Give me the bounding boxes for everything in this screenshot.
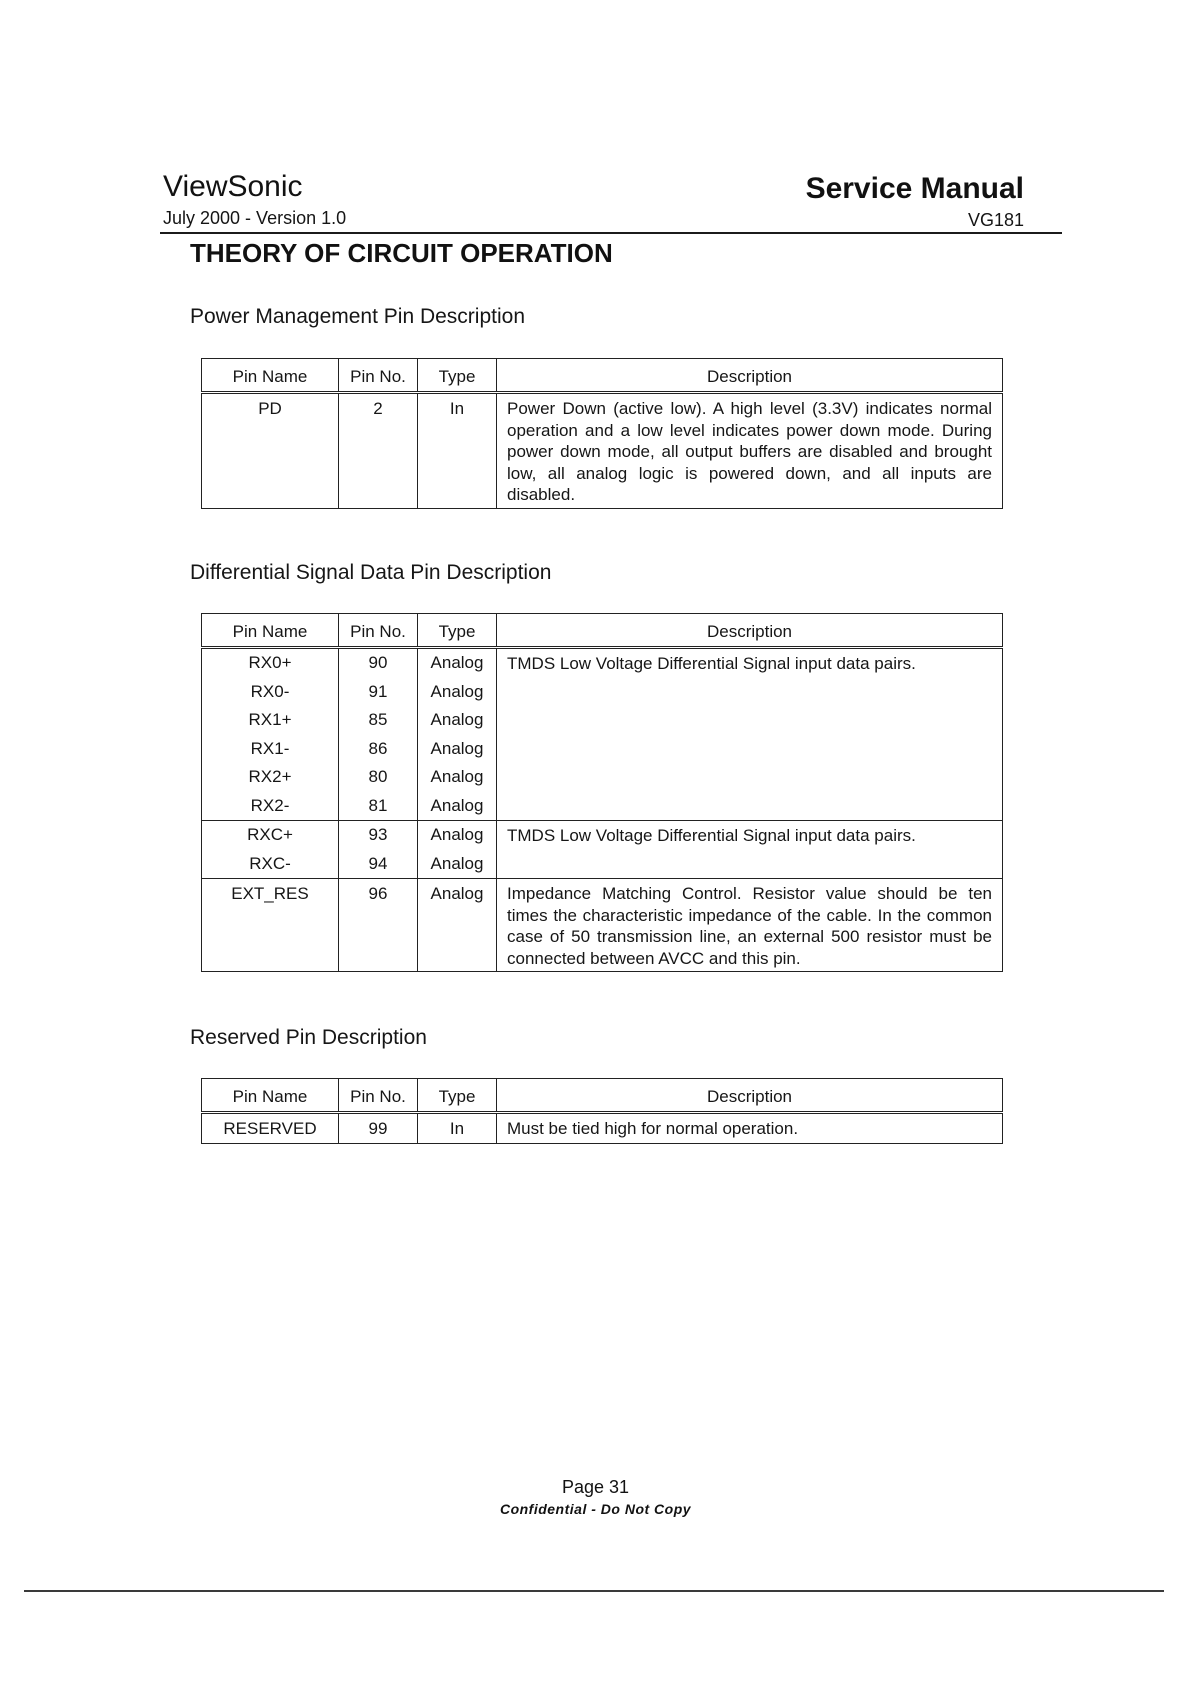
table-row [202,879,1003,972]
power-management-title: Power Management Pin Description [190,305,525,328]
col-type: Type [418,359,497,393]
page-title: THEORY OF CIRCUIT OPERATION [190,238,613,268]
col-pin-no: Pin No. [339,359,418,393]
description-cell: Must be tied high for normal operation. [497,1113,1003,1144]
table-header-row [202,1079,1003,1113]
pin-name: RX0+ [248,653,292,672]
table-row [202,393,1003,509]
pin-no: 80 [368,767,388,786]
pin-no: 91 [368,681,388,701]
type-cell: In [418,1113,497,1144]
type-cell: Analog [418,879,497,972]
description-cell: Power Down (active low). A high level (3.3V) indicates normal operation and a low level indicates power down mode. During power down mode, all output buffers are disabled and brought low, all analog logic is powered down, and all inputs are disabled. [497,393,1003,509]
col-pin-name: Pin Name [202,359,339,393]
table-row [202,1113,1003,1144]
table-row [202,648,1003,821]
description-cell: TMDS Low Voltage Differential Signal input data pairs. [497,821,1003,879]
col-pin-name: Pin Name [202,1079,339,1113]
pin-name: RXC+ [247,825,293,844]
pin-type: Analog [430,853,484,873]
type-cell [418,648,497,821]
pin-type: Analog [430,795,484,815]
pin-no: 94 [368,853,388,873]
differential-signal-title: Differential Signal Data Pin Description [190,561,552,584]
model-number: VG181 [967,210,1024,230]
pin-name: RX2+ [248,767,292,786]
differential-signal-table [201,613,1003,972]
pin-no: 81 [368,795,388,815]
col-pin-no: Pin No. [339,614,418,648]
pin-no: 86 [368,738,388,758]
power-management-table [201,358,1003,509]
description-cell: Impedance Matching Control. Resistor value should be ten times the characteristic impedance of the cable. In the common case of 50 transmission line, an external 500 resistor must be connected between AVCC and this pin. [497,879,1003,972]
pin-name: RX2- [250,795,290,815]
pin-no: 85 [368,710,388,729]
type-cell [418,821,497,879]
pin-type: Analog [430,825,484,844]
pin-no-cell [339,648,418,821]
col-pin-no: Pin No. [339,1079,418,1113]
pin-no-cell: 2 [339,393,418,509]
date-version: July 2000 - Version 1.0 [163,208,347,228]
col-type: Type [418,614,497,648]
header-divider [160,232,1062,234]
col-type: Type [418,1079,497,1113]
page-number: Page 31 [561,1477,630,1497]
pin-no-cell [339,821,418,879]
pin-name: RX0- [250,681,290,701]
pin-no: 90 [368,653,388,672]
pin-no-cell: 99 [339,1113,418,1144]
pin-type: Analog [430,710,484,729]
confidential-notice: Confidential - Do Not Copy [499,1501,692,1517]
pin-name-cell: PD [202,393,339,509]
pin-name-cell [202,821,339,879]
pin-type: Analog [430,681,484,701]
col-pin-name: Pin Name [202,614,339,648]
col-description: Description [497,359,1003,393]
pin-name-cell: EXT_RES [202,879,339,972]
pin-name: RX1+ [248,710,292,729]
pin-name-cell: RESERVED [202,1113,339,1144]
description-cell: TMDS Low Voltage Differential Signal input data pairs. [497,648,1003,821]
pin-name-cell [202,648,339,821]
pin-name: RX1- [250,738,290,758]
pin-type: Analog [430,738,484,758]
pin-name: RXC- [249,853,291,873]
type-cell: In [418,393,497,509]
table-row [202,821,1003,879]
reserved-pin-title: Reserved Pin Description [190,1026,427,1049]
pin-type: Analog [430,653,484,672]
col-description: Description [497,614,1003,648]
table-header-row [202,614,1003,648]
document-title: Service Manual [805,172,1024,205]
pin-no: 93 [368,825,388,844]
pin-no-cell: 96 [339,879,418,972]
col-description: Description [497,1079,1003,1113]
reserved-pin-table [201,1078,1003,1144]
footer-divider [24,1590,1164,1592]
table-header-row [202,359,1003,393]
pin-type: Analog [430,767,484,786]
brand-name: ViewSonic [163,170,303,203]
